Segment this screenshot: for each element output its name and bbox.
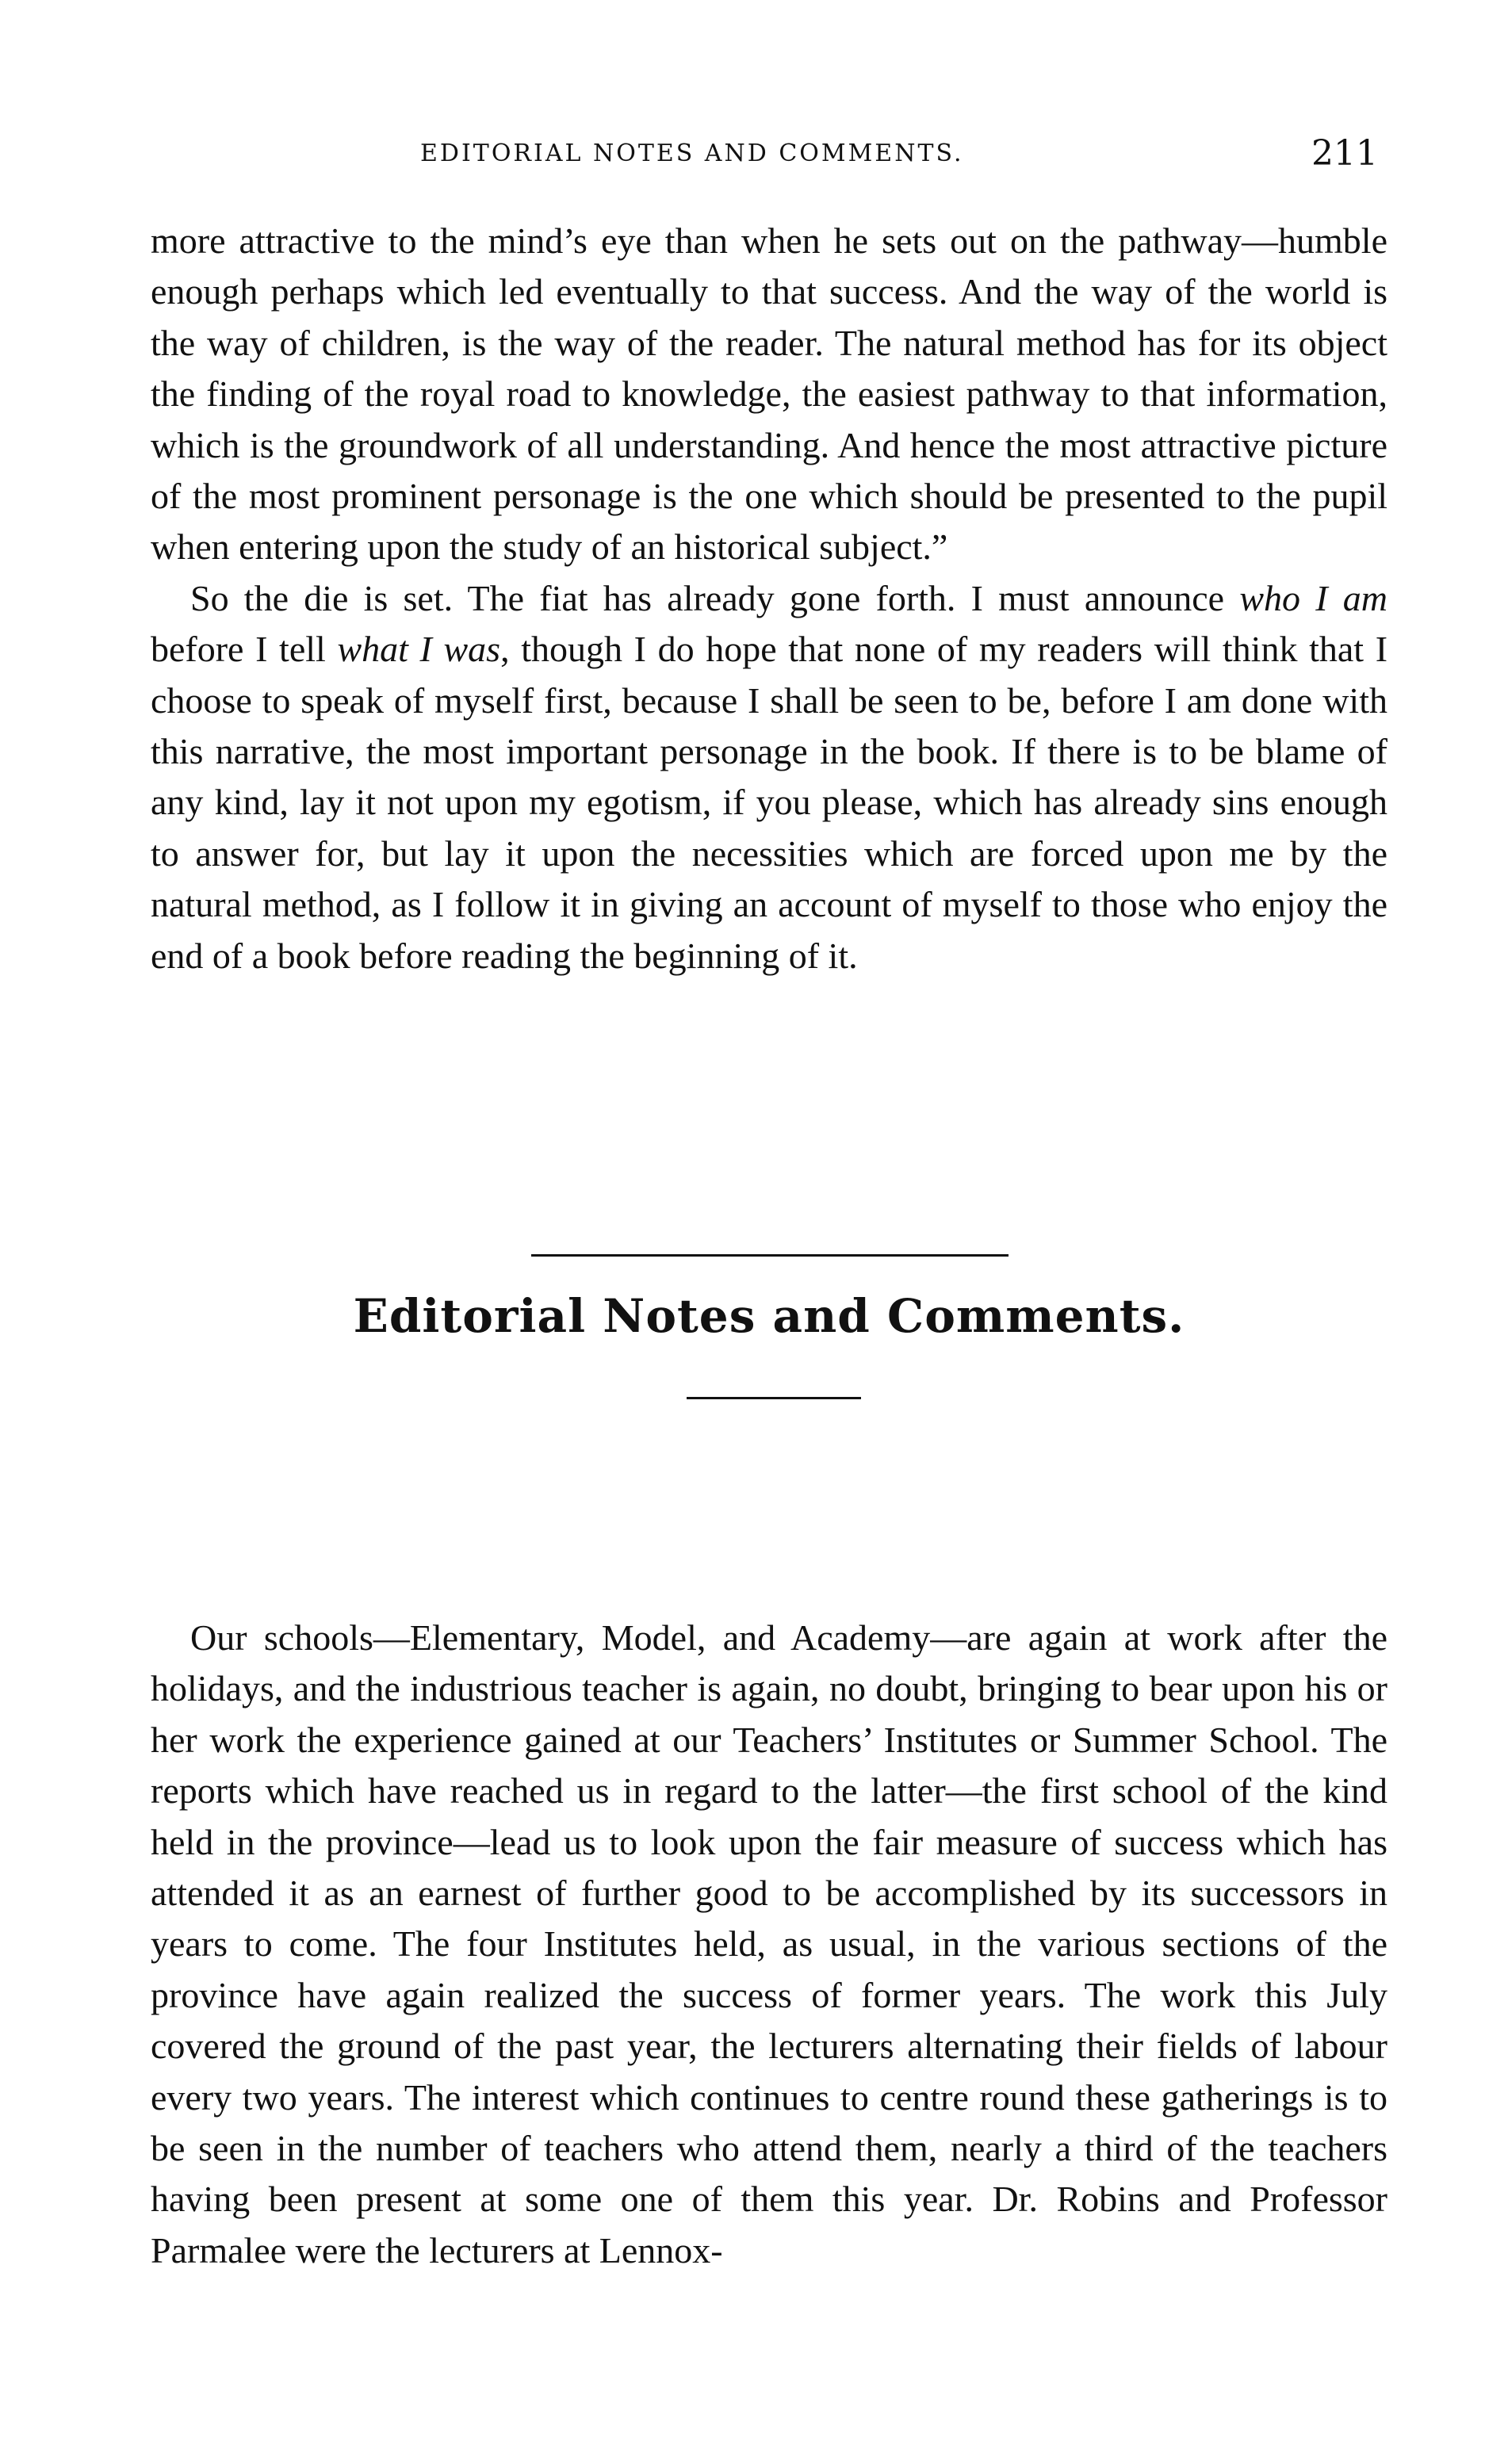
- paragraph-die-is-set: [151, 573, 1387, 981]
- heading-underline-rule: [687, 1397, 861, 1399]
- page-number: 211: [1311, 133, 1378, 174]
- page-header: [151, 133, 1387, 181]
- continued-text: [151, 216, 1387, 981]
- section-body: [151, 1613, 1387, 2276]
- text-run: , though I do hope that none of my readers will think that I choose to speak of myself first, because I shall be seen to be, before I am done with this narrative, the most important personage in the book. If there is to be blame of any kind, lay it not upon my egotism, if you please, which has already sins enough to answer for, but lay it upon the necessities which are forced upon me by the natural method, as I follow it in giving an account of myself to those who enjoy the end of a book before reading the beginning of it.: [151, 629, 1388, 976]
- paragraph-continued: more attractive to the mind’s eye than when he sets out on the pathway—humble enough perhaps which led eventually to that success. And the way of the world is the way of children, is the way of the reader. The natural method has for its object the finding of the royal road to knowledge, the easiest pathway to that information, which is the groundwork of all understanding. And hence the most attractive picture of the most prominent personage is the one which should be presented to the pupil when entering upon the study of an historical subject.”: [151, 220, 1387, 568]
- running-head: EDITORIAL NOTES AND COMMENTS.: [420, 140, 964, 167]
- italic-who-i-am: who I am: [1239, 577, 1387, 618]
- text-run: So the die is set. The fiat has already gone forth. I must announce: [190, 577, 1240, 618]
- text-run: before I tell: [151, 629, 338, 670]
- paragraph-our-schools: Our schools—Elementary, Model, and Academy—are again at work after the holidays, and the industrious teacher is again, no doubt, bringing to bear upon his or her work the experience gained at our Teachers’ Institutes or Summer School. The reports which have reached us in regard to the latter—the first school of the kind held in the province—lead us to look upon the fair measure of success which has attended it as an earnest of further good to be accomplished by its successors in years to come. The four Institutes held, as usual, in the various sections of the province have again realized the success of former years. The work this July covered the ground of the past year, the lecturers alternating their fields of labour every two years. The interest which continues to centre round these gatherings is to be seen in the number of teachers who attend them, nearly a third of the teachers having been present at some one of them this year. Dr. Robins and Professor Parmalee were the lecturers at Lennox-: [151, 1617, 1387, 2271]
- italic-what-i-was: what I was: [337, 629, 501, 670]
- section-divider-rule: [531, 1254, 1009, 1257]
- section-heading: Editorial Notes and Comments.: [353, 1289, 1185, 1343]
